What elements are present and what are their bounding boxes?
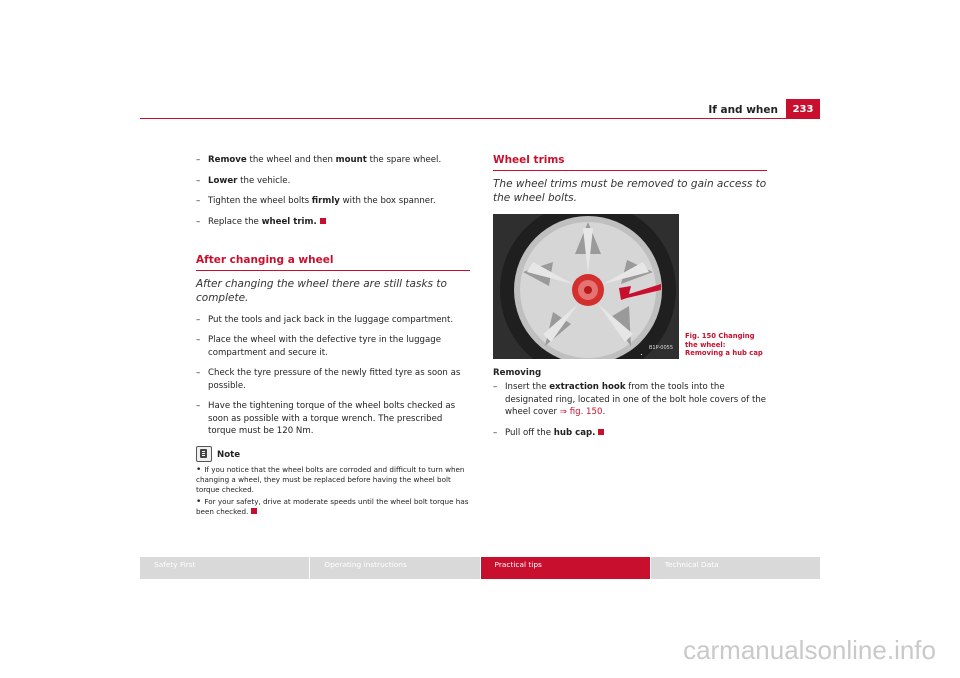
step-torque: – Have the tightening torque of the wheel bolts checked as soon as possible with a torque wrench. The prescribed torque must be 120 Nm. [196, 401, 456, 436]
step-pull-cap: – Pull off the hub cap. [493, 427, 767, 440]
step-remove-mount: – Remove the wheel and then mount the spare wheel. [196, 155, 442, 165]
step-text: . [602, 407, 606, 417]
step-text: with the box spanner. [339, 196, 436, 206]
page-number: 233 [786, 99, 820, 119]
header-rule [140, 118, 820, 119]
watermark: carmanualsonline.info [683, 635, 936, 665]
figure-reference-link[interactable]: ⇒ fig. 150 [559, 407, 603, 417]
section-heading-after-changing: After changing a wheel [196, 254, 470, 271]
footer-nav [140, 557, 820, 579]
left-column [196, 154, 470, 519]
right-column [493, 154, 767, 447]
section-intro-wheel-trims: The wheel trims must be removed to gain access to the wheel bolts. [493, 177, 767, 204]
section-intro-after-changing: After changing the wheel there are still tasks to complete. [196, 277, 447, 304]
step-bold: mount [335, 155, 367, 165]
step-bold: extraction hook [549, 382, 626, 392]
note-text: For your safety, drive at moderate speeds until the wheel bolt torque has been checked. [196, 496, 469, 516]
step-text: Pull off the [505, 427, 554, 438]
figure-code: B1P-0055 [648, 345, 673, 351]
note-item-corroded [196, 465, 470, 495]
step-tools: – Put the tools and jack back in the luggage compartment. [196, 314, 454, 325]
step-text: from the tools into the designated ring, located in one of the bolt hole covers of the wheel cover [505, 382, 767, 417]
step-text: the spare wheel. [366, 155, 442, 165]
note-header [196, 446, 470, 462]
step-bold: Lower [208, 175, 238, 186]
step-place-wheel: – Place the wheel with the defective tyre in the luggage compartment and secure it. [196, 335, 441, 358]
step-bold: Remove [208, 155, 247, 165]
step-text: Replace the [208, 216, 262, 227]
figure-hub-cap [493, 214, 679, 359]
step-tighten: – Tighten the wheel bolts firmly with the box spanner. [196, 196, 436, 206]
tab-operating-instructions[interactable]: Operating instructions [310, 557, 479, 579]
subheading-removing: Removing [493, 367, 542, 378]
bullet-icon: • [196, 496, 202, 507]
step-text: the vehicle. [237, 175, 291, 186]
step-bold: hub cap. [553, 427, 596, 438]
tab-technical-data[interactable]: Technical Data [651, 557, 820, 579]
step-insert-hook: – Insert the extraction hook from the tools into the designated ring, located in one of the bolt hole covers of the wheel cover ⇒ fig. 150. [493, 382, 767, 417]
note-title: Note [217, 450, 241, 460]
tab-safety-first[interactable]: Safety First [140, 557, 309, 579]
step-text: Insert the [505, 382, 550, 392]
step-text: Place the wheel with the defective tyre in the luggage compartment and secure it. [208, 335, 441, 358]
wheel-illustration [493, 214, 679, 359]
step-text: Check the tyre pressure of the newly fitted tyre as soon as possible. [208, 368, 461, 391]
figure-caption: Fig. 150 Changing the wheel: Removing a hub cap [685, 332, 763, 357]
step-text: Have the tightening torque of the wheel bolts checked as soon as possible with a torque wrench. The prescribed torque must be 120 Nm. [208, 401, 456, 436]
step-bold: firmly [311, 196, 340, 206]
end-marker [320, 218, 326, 224]
header-title: If and when [708, 104, 778, 116]
step-bold: wheel trim. [261, 216, 317, 227]
bullet-icon: • [196, 464, 202, 475]
step-replace-trim: – Replace the wheel trim. [196, 216, 470, 229]
tab-practical-tips[interactable]: Practical tips [481, 557, 650, 579]
note-text: If you notice that the wheel bolts are corroded and difficult to turn when changing a wheel, they must be replaced before having the wheel bolt torque checked. [196, 464, 465, 494]
section-heading-wheel-trims: Wheel trims [493, 154, 767, 171]
step-lower: – Lower the vehicle. [196, 175, 291, 186]
end-marker [251, 508, 257, 514]
step-text: Tighten the wheel bolts [208, 196, 312, 206]
note-icon [196, 446, 212, 462]
note-item-safety [196, 497, 470, 517]
step-check-pressure: – Check the tyre pressure of the newly fitted tyre as soon as possible. [196, 368, 461, 391]
end-marker [598, 429, 604, 435]
step-text: Put the tools and jack back in the luggage compartment. [208, 314, 454, 325]
step-text: the wheel and then [246, 155, 336, 165]
